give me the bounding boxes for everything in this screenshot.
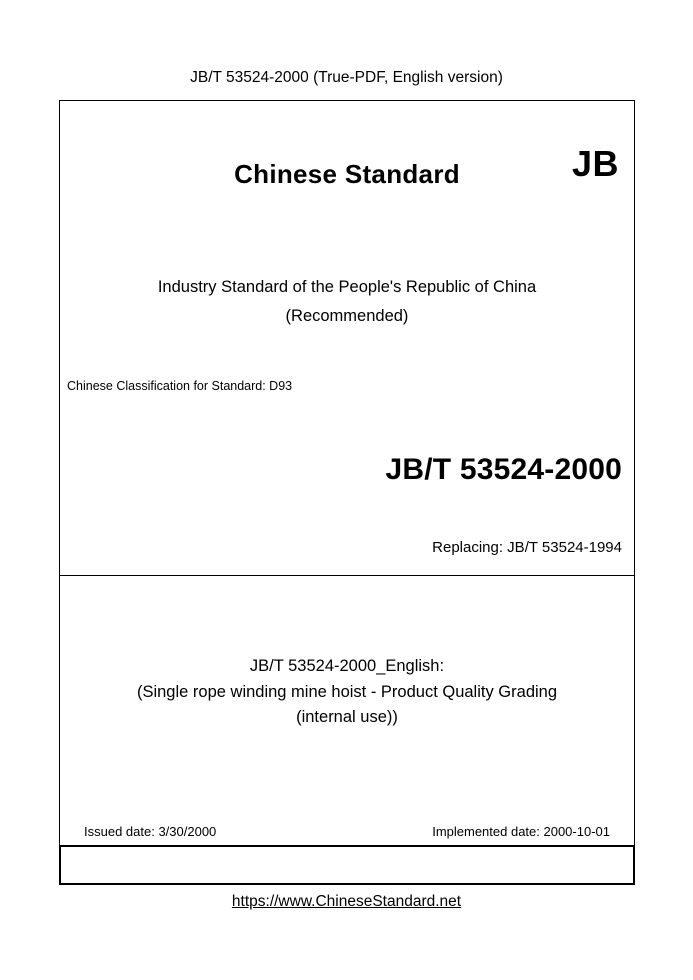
classification-code: Chinese Classification for Standard: D93 (67, 378, 293, 393)
title-row (60, 101, 634, 201)
website-link[interactable]: https://www.ChineseStandard.net (231, 893, 462, 910)
cover-bottom-section (60, 576, 634, 851)
english-title-block (60, 576, 634, 731)
industry-standard-block (60, 273, 634, 331)
footer-bar (59, 845, 635, 885)
english-title-line-3: (internal use)) (296, 708, 398, 727)
page-caption: JB/T 53524-2000 (True-PDF, English version) (190, 69, 503, 86)
dates-row (60, 824, 634, 839)
english-title-line-1: JB/T 53524-2000_English: (249, 657, 445, 675)
issued-date: Issued date: 3/30/2000 (84, 824, 217, 839)
implemented-date: Implemented date: 2000-10-01 (432, 824, 610, 839)
replacing-note: Replacing: JB/T 53524-1994 (432, 538, 622, 556)
cover-frame (59, 100, 635, 852)
industry-standard-line-1: Industry Standard of the People's Republic of China (157, 278, 537, 296)
cover-top-section (60, 101, 634, 576)
industry-standard-line-2: (Recommended) (285, 306, 409, 325)
jb-logo: JB (571, 143, 619, 184)
standard-number: JB/T 53524-2000 (385, 452, 622, 486)
page-title: Chinese Standard (234, 159, 460, 189)
website-link-container (0, 893, 693, 911)
english-title-line-2: (Single rope winding mine hoist - Product Quality Grading (136, 682, 558, 701)
